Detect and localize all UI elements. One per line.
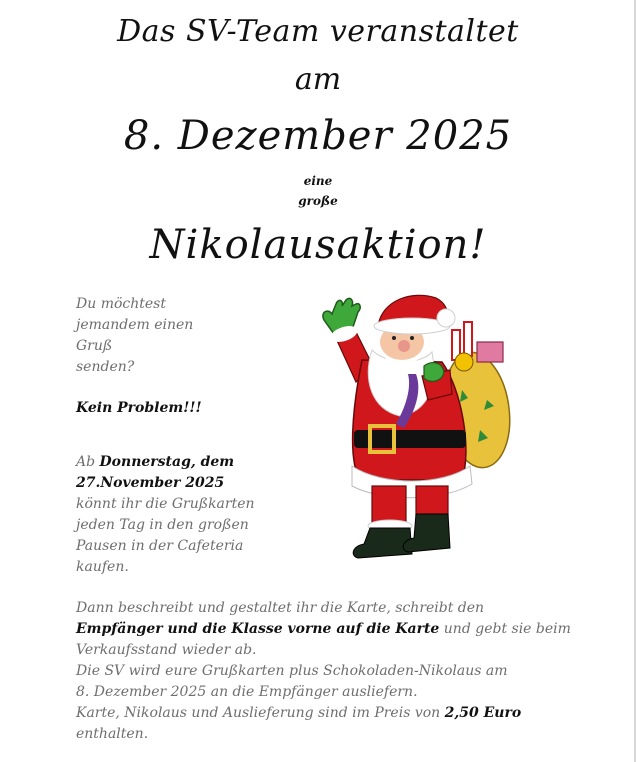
small-word-1: eine <box>303 174 333 188</box>
dates-text <box>76 452 296 578</box>
instructions-line: enthalten. <box>76 726 149 742</box>
santa-claus-illustration <box>312 290 522 570</box>
dates-line: könnt ihr die Grußkarten <box>76 496 255 512</box>
intro-line: Gruß <box>76 338 113 354</box>
instructions-line: Dann beschreibt und gestaltet ihr die Karte, schreibt den <box>76 600 485 616</box>
no-problem-text: Kein Problem!!! <box>76 400 202 416</box>
instructions-line: Verkaufsstand wieder ab. <box>76 642 257 658</box>
dates-line: jeden Tag in den großen <box>76 517 249 533</box>
instructions-line <box>76 703 546 724</box>
instructions-line <box>76 619 571 640</box>
intro-line: jemandem einen <box>76 317 194 333</box>
price-pre: Karte, Nikolaus und Auslieferung sind im Preis von <box>76 705 445 721</box>
day-text: Donnerstag, dem <box>99 454 235 470</box>
instructions-line: Die SV wird eure Grußkarten plus Schokoladen-Nikolaus am <box>76 663 508 679</box>
instructions-text <box>76 598 571 745</box>
event-date: 8. Dezember 2025 <box>123 113 513 159</box>
header-line-2: am <box>294 62 342 97</box>
instructions-rest: und gebt sie beim <box>439 621 571 637</box>
small-word-2: große <box>298 194 338 208</box>
recipient-hint: Empfänger und die Klasse vorne auf die Karte <box>76 621 440 637</box>
price: 2,50 Euro <box>444 705 522 721</box>
dates-line <box>76 452 296 473</box>
header-line-1: Das SV-Team veranstaltet <box>117 14 519 49</box>
intro-line: senden? <box>76 359 135 375</box>
ab-text: Ab <box>76 454 100 470</box>
dates-line: kaufen. <box>76 559 129 575</box>
start-date: 27.November 2025 <box>76 475 225 491</box>
dates-line: Pausen in der Cafeteria <box>76 538 244 554</box>
intro-text <box>76 294 296 378</box>
instructions-line: 8. Dezember 2025 an die Empfänger ausliefern. <box>76 684 418 700</box>
event-title: Nikolausaktion! <box>149 222 487 268</box>
intro-line: Du möchtest <box>76 296 166 312</box>
